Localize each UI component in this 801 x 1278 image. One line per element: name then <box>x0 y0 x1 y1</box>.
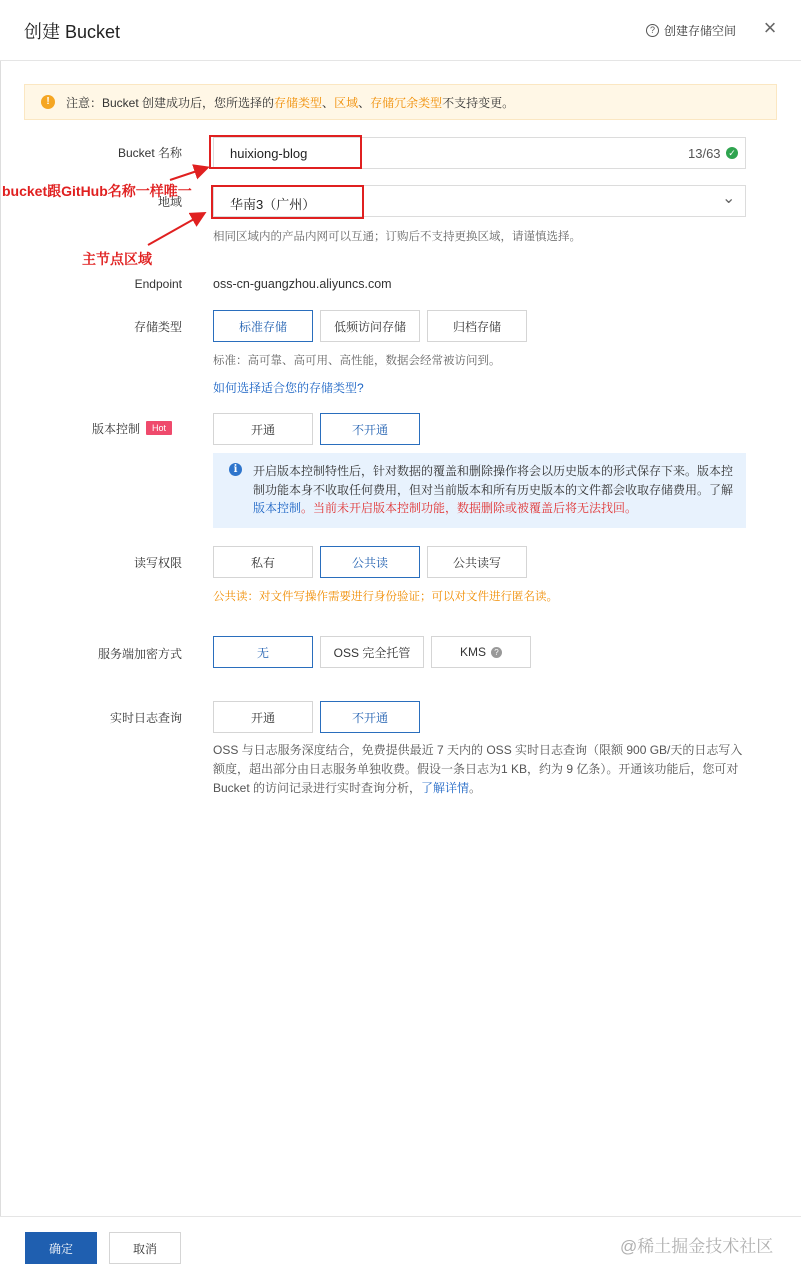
storage-option-ia[interactable]: 低频访问存储 <box>320 310 420 342</box>
question-circle-icon: ? <box>646 24 659 37</box>
encryption-option-none[interactable]: 无 <box>213 636 313 668</box>
annotation-primary-region: 主节点区域 <box>82 251 152 267</box>
storage-label: 存储类型 <box>133 320 182 334</box>
notice-sep: 、 <box>322 95 335 110</box>
realtime-log-label: 实时日志查询 <box>109 711 182 725</box>
bucket-name-counter: 13/63 <box>688 146 721 161</box>
realtime-log-hint: OSS 与日志服务深度结合，免费提供最近 7 天内的 OSS 实时日志查询（限额 900 GB/天的日志写入额度，超出部分由日志服务单独收费。假设一条日志为1 KB，约为 9 亿条）。开通该功能后，您可对 Bucket 的访问记录进行实时查询分析， <box>213 743 743 795</box>
storage-option-standard[interactable]: 标准存储 <box>213 310 313 342</box>
cancel-button[interactable]: 取消 <box>109 1232 181 1264</box>
region-label: 地域 <box>157 195 182 209</box>
check-icon: ✓ <box>726 147 738 159</box>
help-label: 创建存储空间 <box>664 24 737 38</box>
help-icon[interactable]: ? <box>491 647 502 658</box>
realtime-log-option-off[interactable]: 不开通 <box>320 701 420 733</box>
encryption-label: 服务端加密方式 <box>97 647 182 661</box>
acl-label: 读写权限 <box>133 556 182 570</box>
encryption-option-oss[interactable]: OSS 完全托管 <box>320 636 424 668</box>
arrow-to-region <box>148 214 203 245</box>
realtime-log-link[interactable]: 了解详情 <box>421 781 470 795</box>
kms-label: KMS <box>459 645 486 659</box>
bucket-name-label: Bucket 名称 <box>117 146 182 160</box>
annotation-unique-name: bucket跟GitHub名称一样唯一 <box>2 183 192 199</box>
close-icon[interactable]: × <box>763 15 777 40</box>
info-icon: i <box>229 463 242 476</box>
versioning-info-text: 开启版本控制特性后，针对数据的覆盖和删除操作将会以历史版本的形式保存下来。版本控制功能本身不收取任何费用，但对当前版本和所有历史版本的文件都会收取存储费用。了解 <box>253 464 734 497</box>
watermark: @稀土掘金技术社区 <box>620 1237 774 1256</box>
notice-prefix: 注意：Bucket 创建成功后，您所选择的 <box>66 95 275 110</box>
arrow-to-name <box>170 168 206 180</box>
encryption-option-kms[interactable] <box>431 636 531 668</box>
notice-key-storage: 存储类型 <box>274 95 323 110</box>
versioning-label: 版本控制 <box>92 422 141 436</box>
hot-badge: Hot <box>146 421 172 435</box>
acl-hint: 公共读：对文件写操作需要进行身份验证；可以对文件进行匿名读。 <box>213 591 558 603</box>
annotation-arrows <box>0 0 801 300</box>
region-value: 华南3（广州） <box>230 197 316 212</box>
warning-icon: ! <box>41 95 55 109</box>
versioning-info-box <box>213 453 746 528</box>
endpoint-value: oss-cn-guangzhou.aliyuncs.com <box>213 277 392 291</box>
acl-option-private[interactable]: 私有 <box>213 546 313 578</box>
storage-help-link[interactable]: 如何选择适合您的存储类型? <box>213 381 364 395</box>
versioning-option-on[interactable]: 开通 <box>213 413 313 445</box>
realtime-log-hint-block <box>213 741 748 798</box>
versioning-link[interactable]: 版本控制 <box>253 501 302 515</box>
endpoint-label: Endpoint <box>134 277 182 291</box>
notice-sep: 、 <box>358 95 371 110</box>
storage-option-archive[interactable]: 归档存储 <box>427 310 527 342</box>
notice-key-redundancy: 存储冗余类型 <box>370 95 443 110</box>
versioning-warning: 。当前未开启版本控制功能，数据删除或被覆盖后将无法找回。 <box>301 501 638 515</box>
notice-key-region: 区域 <box>334 95 359 110</box>
dialog-title: 创建 Bucket <box>24 22 121 42</box>
acl-option-public-read[interactable]: 公共读 <box>320 546 420 578</box>
realtime-log-option-on[interactable]: 开通 <box>213 701 313 733</box>
storage-hint: 标准：高可靠、高可用、高性能，数据会经常被访问到。 <box>213 355 501 367</box>
notice-suffix: 不支持变更。 <box>442 95 515 110</box>
versioning-option-off[interactable]: 不开通 <box>320 413 420 445</box>
acl-option-public-read-write[interactable]: 公共读写 <box>427 546 527 578</box>
realtime-log-end: 。 <box>469 781 482 795</box>
bucket-name-value: huixiong-blog <box>230 146 308 161</box>
confirm-button[interactable]: 确定 <box>25 1232 97 1264</box>
region-hint: 相同区域内的产品内网可以互通；订购后不支持更换区域，请谨慎选择。 <box>213 231 581 243</box>
chevron-down-icon: ⌄ <box>722 190 736 207</box>
